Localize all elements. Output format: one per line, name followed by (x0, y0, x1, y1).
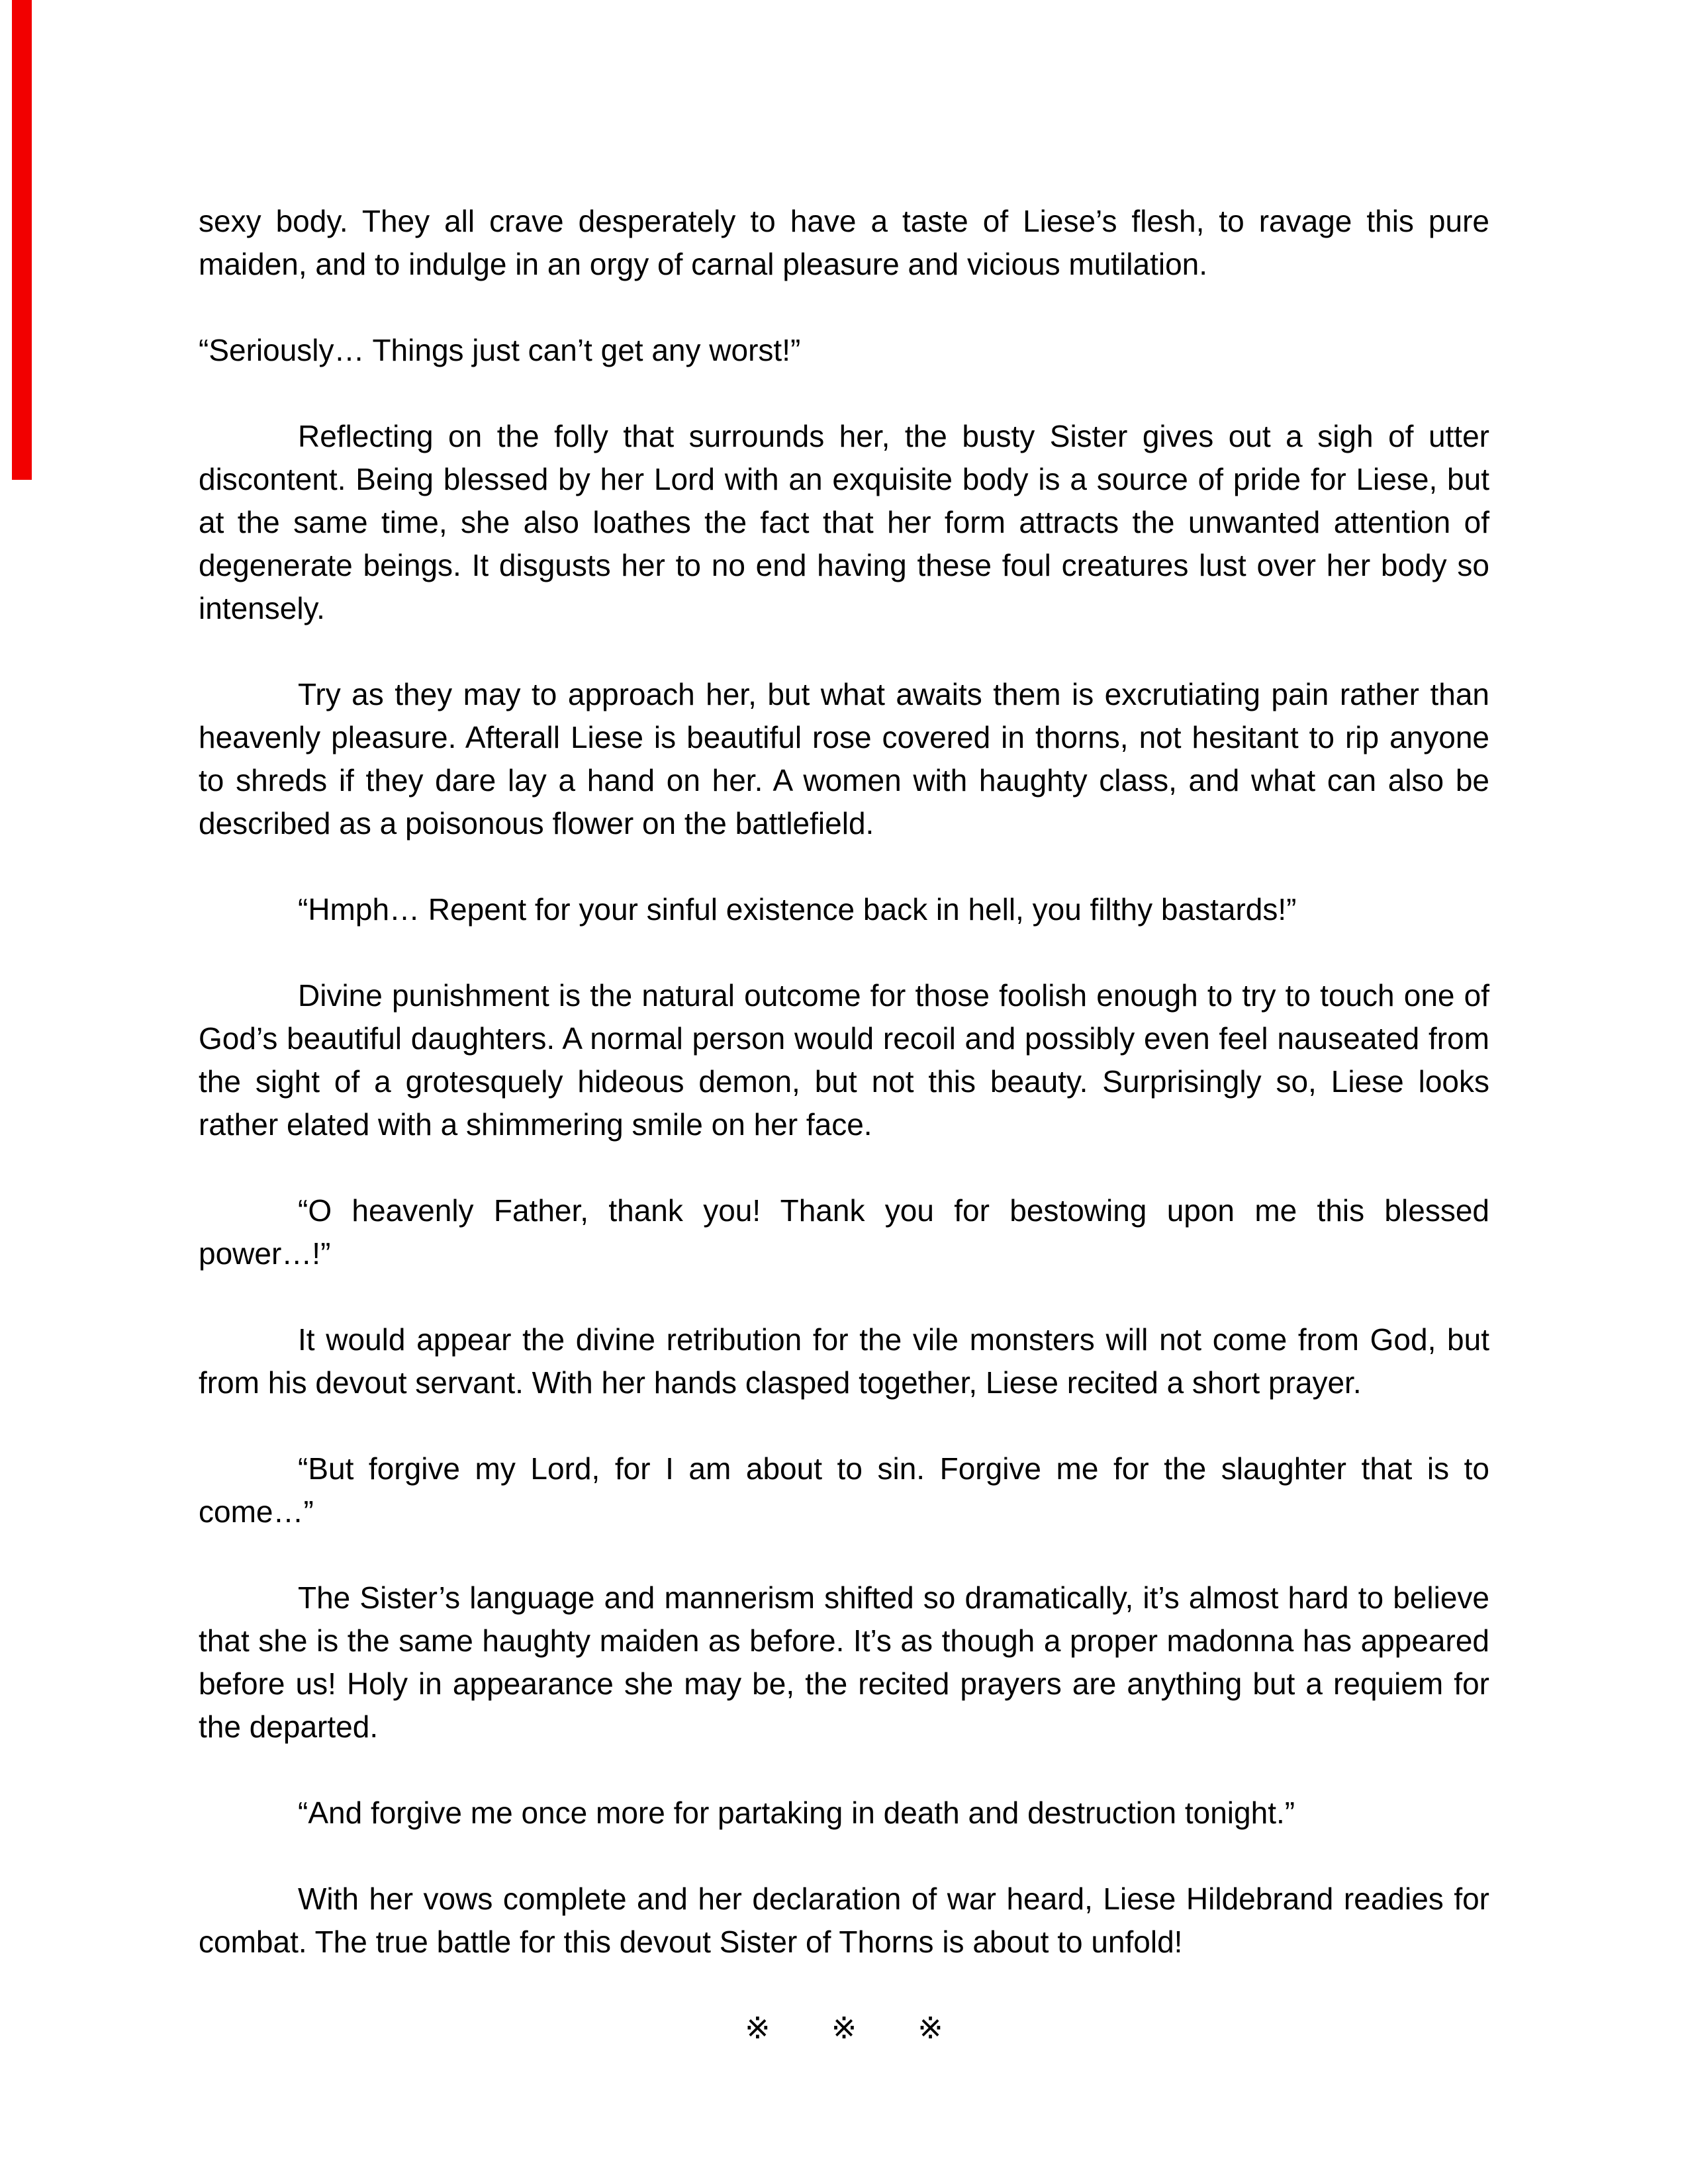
section-divider: ※ ※ ※ (745, 2011, 943, 2045)
paragraph: With her vows complete and her declaration of war heard, Liese Hildebrand readies for combat. The true battle for this devout Sister of Thorns is about to unfold! (199, 1882, 1489, 1959)
paragraph: “Hmph… Repent for your sinful existence back in hell, you filthy bastards!” (298, 892, 1297, 927)
paragraph: “Seriously… Things just can’t get any worst!” (199, 333, 801, 367)
paragraph: Reflecting on the folly that surrounds her, the busty Sister gives out a sigh of utter discontent. Being blessed by her Lord with an exquisite body is a source of pride for Liese, but at the same time, she also loathes the fact that her form attracts the unwanted attention of degenerate beings. It disgusts her to no end having these foul creatures lust over her body so intensely. (199, 419, 1489, 625)
paragraph: Divine punishment is the natural outcome for those foolish enough to try to touch one of God’s beautiful daughters. A normal person would recoil and possibly even feel nauseated from the sight of a grotesquely hideous demon, but not this beauty. Surprisingly so, Liese looks rather elated with a shimmering smile on her face. (199, 978, 1489, 1142)
paragraph: It would appear the divine retribution for the vile monsters will not come from God, but from his devout servant. With her hands clasped together, Liese recited a short prayer. (199, 1322, 1489, 1400)
paragraph: “O heavenly Father, thank you! Thank you for bestowing upon me this blessed power…!” (199, 1193, 1489, 1271)
margin-marker-bar (12, 0, 32, 480)
paragraph: Try as they may to approach her, but what awaits them is excrutiating pain rather than heavenly pleasure. Afterall Liese is beautiful rose covered in thorns, not hesitant to rip anyone to shreds if they dare lay a hand on her. A women with haughty class, and what can also be described as a poisonous flower on the battlefield. (199, 677, 1489, 841)
paragraph: “But forgive my Lord, for I am about to sin. Forgive me for the slaughter that is to come…” (199, 1451, 1489, 1529)
document-text-block (199, 200, 1489, 2093)
paragraph: sexy body. They all crave desperately to have a taste of Liese’s flesh, to ravage this pure maiden, and to indulge in an orgy of carnal pleasure and vicious mutilation. (199, 204, 1489, 281)
paragraph: “And forgive me once more for partaking in death and destruction tonight.” (298, 1796, 1295, 1830)
paragraph: The Sister’s language and mannerism shifted so dramatically, it’s almost hard to believe that she is the same haughty maiden as before. It’s as though a proper madonna has appeared before us! Holy in appearance she may be, the recited prayers are anything but a requiem for the departed. (199, 1580, 1489, 1744)
